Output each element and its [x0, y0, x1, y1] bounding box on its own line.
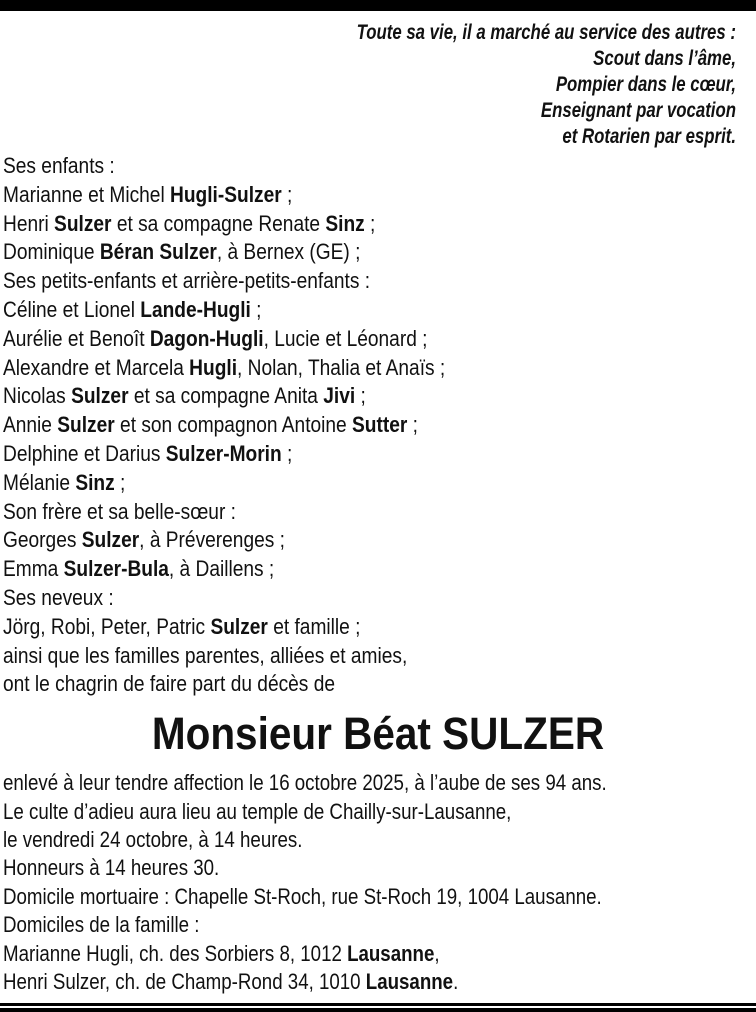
- family-line: Marianne et Michel Hugli-Sulzer ;: [3, 181, 293, 207]
- family-line: ainsi que les familles parentes, alliées et amies,: [3, 642, 408, 668]
- family-line: ont le chagrin de faire part du décès de: [3, 671, 335, 697]
- family-line: Annie Sulzer et son compagnon Antoine Sutter ;: [3, 412, 418, 438]
- family-line: Céline et Lionel Lande-Hugli ;: [3, 296, 262, 322]
- family-line: Nicolas Sulzer et sa compagne Anita Jivi ;: [3, 383, 366, 409]
- epitaph-quote: [0, 20, 756, 150]
- family-line: Son frère et sa belle-sœur :: [3, 498, 236, 524]
- family-announcement: [0, 152, 756, 699]
- deceased-name: Monsieur Béat SULZER: [151, 708, 605, 760]
- detail-line: Henri Sulzer, ch. de Champ-Rond 34, 1010 Lausanne.: [3, 968, 459, 994]
- epitaph-line: Enseignant par vocation: [540, 99, 736, 122]
- detail-line: enlevé à leur tendre affection le 16 octobre 2025, à l’aube de ses 94 ans.: [3, 770, 607, 796]
- family-line: Delphine et Darius Sulzer-Morin ;: [3, 440, 293, 466]
- epitaph-line: Scout dans l’âme,: [593, 47, 736, 70]
- detail-line: Domicile mortuaire : Chapelle St-Roch, rue St-Roch 19, 1004 Lausanne.: [3, 883, 602, 909]
- family-line: Jörg, Robi, Peter, Patric Sulzer et famille ;: [3, 613, 361, 639]
- family-line: Georges Sulzer, à Préverenges ;: [3, 527, 285, 553]
- bottom-rule: [0, 1003, 756, 1006]
- family-line: Emma Sulzer-Bula, à Daillens ;: [3, 556, 275, 582]
- detail-line: le vendredi 24 octobre, à 14 heures.: [3, 826, 303, 852]
- bottom-border-bar: [0, 1008, 756, 1012]
- top-border-bar: [0, 0, 756, 11]
- family-line: Ses petits-enfants et arrière-petits-enfants :: [3, 268, 371, 294]
- detail-line: Marianne Hugli, ch. des Sorbiers 8, 1012 Lausanne,: [3, 940, 440, 966]
- family-line: Aurélie et Benoît Dagon-Hugli, Lucie et Léonard ;: [3, 325, 428, 351]
- family-line: Ses neveux :: [3, 584, 114, 610]
- family-line: Mélanie Sinz ;: [3, 469, 126, 495]
- epitaph-line: Pompier dans le cœur,: [555, 73, 736, 96]
- funeral-details: [0, 769, 756, 996]
- detail-line: Honneurs à 14 heures 30.: [3, 855, 220, 881]
- detail-line: Domiciles de la famille :: [3, 912, 200, 938]
- epitaph-line: Toute sa vie, il a marché au service des autres :: [356, 21, 736, 44]
- family-line: Dominique Béran Sulzer, à Bernex (GE) ;: [3, 239, 361, 265]
- detail-line: Le culte d’adieu aura lieu au temple de Chailly-sur-Lausanne,: [3, 798, 512, 824]
- family-line: Ses enfants :: [3, 153, 115, 178]
- family-line: Henri Sulzer et sa compagne Renate Sinz ;: [3, 210, 376, 236]
- family-line: Alexandre et Marcela Hugli, Nolan, Thalia et Anaïs ;: [3, 354, 446, 380]
- epitaph-line: et Rotarien par esprit.: [562, 125, 736, 148]
